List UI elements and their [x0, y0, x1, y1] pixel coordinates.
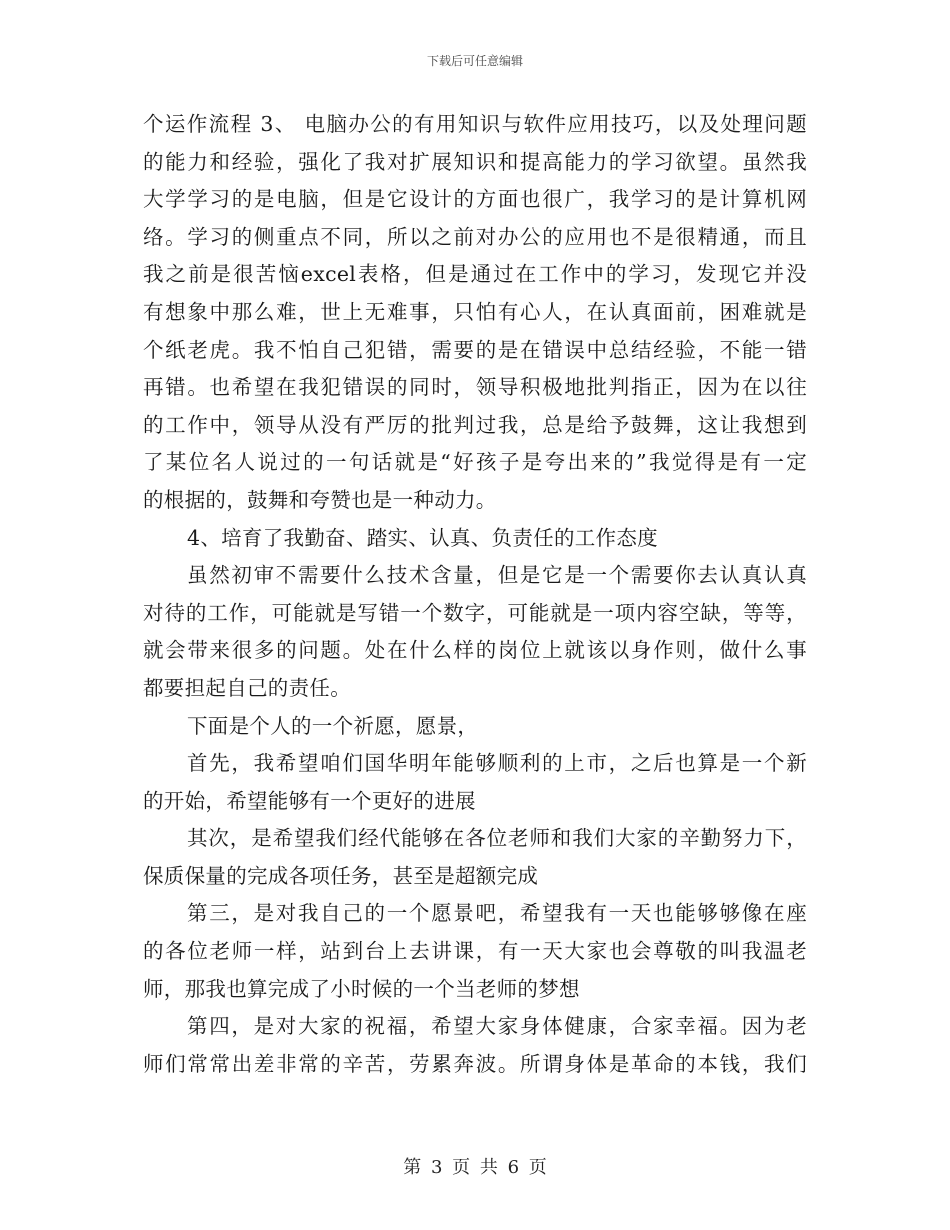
- page-header-note: 下载后可任意编辑: [426, 54, 523, 68]
- text-line: 师们常常出差非常的辛苦，劳累奔波。所谓身体是革命的本钱，我们: [143, 1051, 807, 1076]
- text-line: 的开始，希望能够有一个更好的进展: [143, 788, 476, 813]
- text-line: 对待的工作，可能就是写错一个数字，可能就是一项内容空缺，等等，: [143, 600, 807, 625]
- text-line: 保质保量的完成各项任务，甚至是超额完成: [143, 863, 539, 888]
- text-line: 了某位名人说过的一句话就是“好孩子是夸出来的”我觉得是有一定: [143, 450, 807, 475]
- text-line: 的根据的，鼓舞和夸赞也是一种动力。: [143, 487, 497, 512]
- page-number: 第 3 页 共 6 页: [403, 1157, 547, 1178]
- text-line: 就会带来很多的问题。处在什么样的岗位上就该以身作则，做什么事: [143, 638, 807, 663]
- text-line: 其次，是希望我们经代能够在各位老师和我们大家的辛勤努力下，: [187, 826, 807, 851]
- text-line: 的能力和经验，强化了我对扩展知识和提高能力的学习欲望。虽然我: [143, 149, 807, 174]
- text-line: 个运作流程 3、 电脑办公的有用知识与软件应用技巧，以及处理问题: [143, 112, 807, 136]
- text-line: 个纸老虎。我不怕自己犯错，需要的是在错误中总结经验，不能一错: [143, 337, 807, 362]
- text-line: 的工作中，领导从没有严厉的批判过我，总是给予鼓舞，这让我想到: [143, 412, 807, 437]
- text-line: 下面是个人的一个祈愿，愿景，: [187, 713, 479, 738]
- text-line: 有想象中那么难，世上无难事，只怕有心人，在认真面前，困难就是: [143, 299, 807, 324]
- text-line: 首先，我希望咱们国华明年能够顺利的上市，之后也算是一个新: [187, 751, 807, 776]
- text-line: 第三，是对我自己的一个愿景吧，希望我有一天也能够够像在座: [187, 901, 807, 926]
- text-line: 再错。也希望在我犯错误的同时，领导积极地批判指正，因为在以往: [143, 375, 807, 400]
- text-line: 的各位老师一样，站到台上去讲课，有一天大家也会尊敬的叫我温老: [143, 939, 807, 964]
- text-line: 大学学习的是电脑，但是它设计的方面也很广，我学习的是计算机网: [143, 187, 807, 212]
- text-line: 虽然初审不需要什么技术含量，但是它是一个需要你去认真认真: [187, 563, 807, 588]
- text-line: 络。学习的侧重点不同，所以之前对办公的应用也不是很精通，而且: [143, 224, 807, 249]
- section-heading: 4、培育了我勤奋、踏实、认真、负责任的工作态度: [187, 525, 658, 550]
- text-line: 第四，是对大家的祝福，希望大家身体健康，合家幸福。因为老: [187, 1014, 807, 1039]
- text-line: 我之前是很苦恼excel表格，但是通过在工作中的学习，发现它并没: [143, 262, 807, 287]
- text-line: 师，那我也算完成了小时候的一个当老师的梦想: [143, 976, 580, 1001]
- document-body: [143, 106, 807, 1083]
- text-line: 都要担起自己的责任。: [143, 675, 351, 700]
